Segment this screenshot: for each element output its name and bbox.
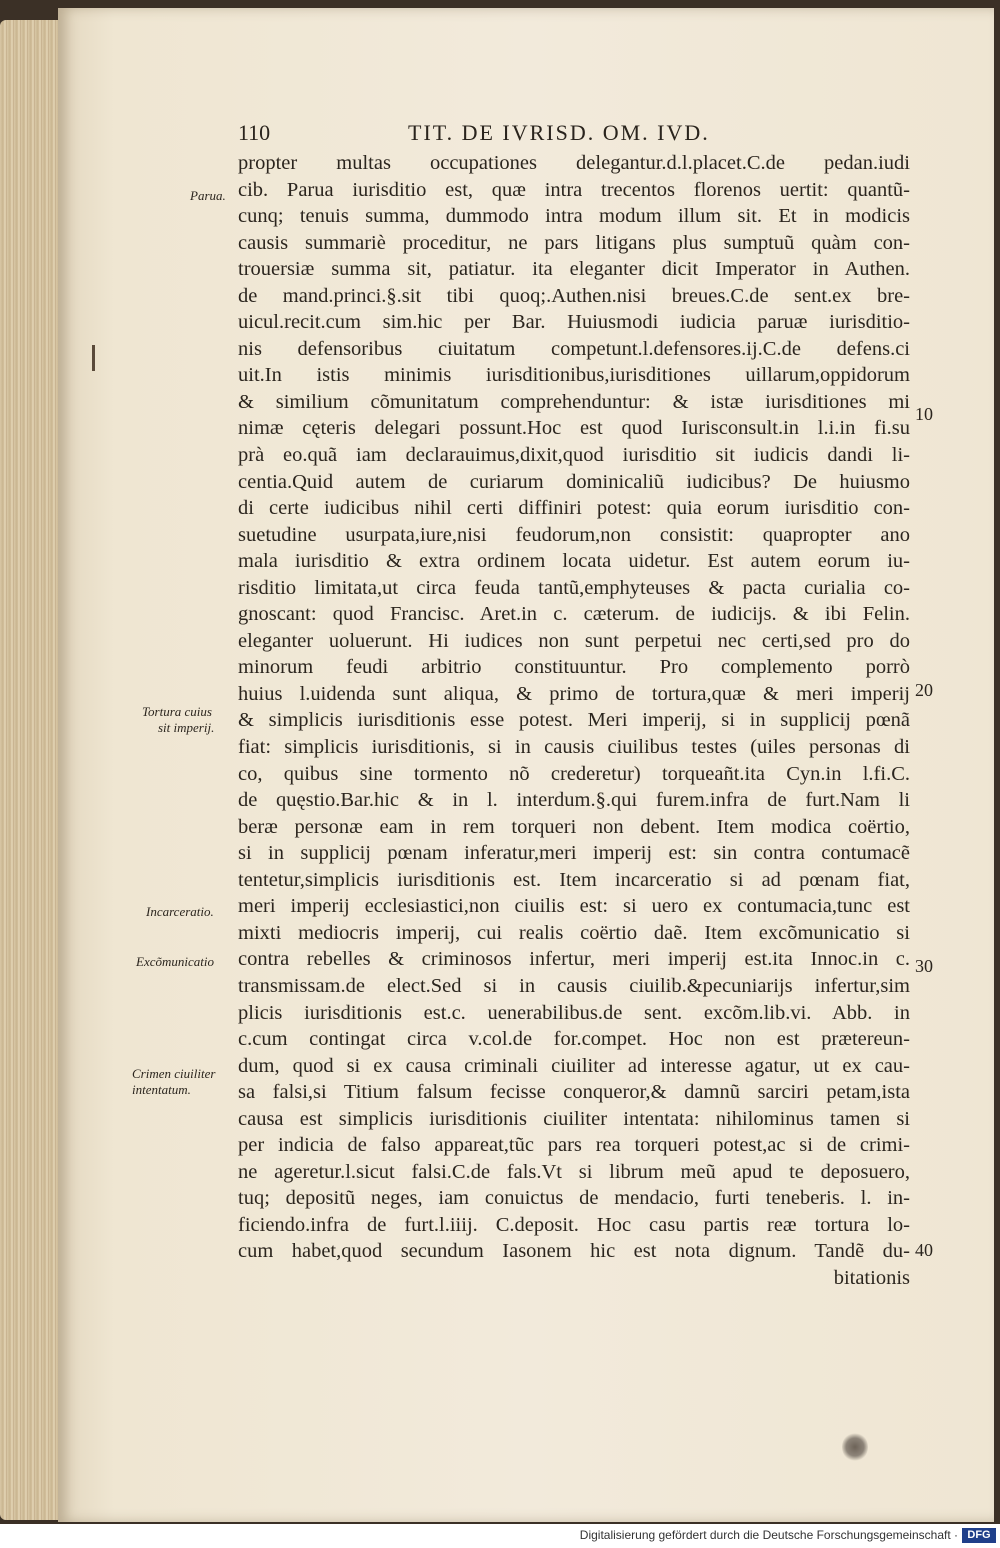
text-line: contra rebelles & criminosos infertur, meri imperij est.ita Innoc.in c. (238, 948, 910, 971)
paper-stain (842, 1432, 868, 1462)
text-line: uit.In istis minimis iurisditionibus,iurisditiones uillarum,oppidorum (238, 364, 910, 387)
text-line: tentetur,simplicis iurisditionis est. Item incarceratio si ad pœnam fiat, (238, 868, 910, 891)
text-line: c.cum contingat circa v.col.de for.compet. Hoc non est prætereun- (238, 1028, 910, 1051)
funding-notice: Digitalisierung gefördert durch die Deutsche Forschungsgemeinschaft · (579, 1528, 958, 1542)
text-line: uicul.recit.cum sim.hic per Bar. Huiusmodi iudicia paruæ iurisditio- (238, 311, 910, 334)
text-line: beræ personæ eam in rem torqueri non debent. Item modica coërtio, (238, 815, 910, 838)
text-line: propter multas occupationes delegantur.d.l.placet.C.de pedan.iudi (238, 152, 910, 174)
line-number-10: 10 (915, 404, 933, 424)
text-line: cib. Parua iurisditio est, quæ intra trecentos florenos uertit: quantũ- (238, 178, 910, 201)
text-line: sa falsi,si Titium falsum fecisse conqueror,& damnũ sarciri petam,ista (238, 1081, 910, 1104)
text-line: causa est simplicis iurisditionis ciuiliter intentata: nihilominus tamen si (238, 1107, 910, 1130)
text-line: risditio limitata,ut circa feuda tantũ,emphyteuses & pacta curialia co- (238, 576, 910, 599)
text-line: de quęstio.Bar.hic & in l. interdum.§.qui furem.infra de furt.Nam li (238, 789, 910, 812)
page-header (0, 120, 1000, 150)
text-line: cunq; tenuis summa, dummodo intra modum illum sit. Et in modicis (238, 205, 910, 228)
page-number: 110 (238, 120, 271, 145)
text-line: & simplicis iurisditionis esse potest. Meri imperij, si in supplicij pœnã (238, 709, 910, 732)
text-line: mixti mediocris imperij, cui realis coërtio daẽ. Item excõmunicatio si (238, 921, 910, 944)
margin-note-crimen (132, 1066, 215, 1098)
text-line: mala iurisditio & extra ordinem locata uidetur. Est autem eorum iu- (238, 550, 910, 573)
text-line: plicis iurisditionis est.c. uenerabilibus.de sent. excõm.lib.vi. Abb. in (238, 1001, 910, 1024)
text-line: co, quibus sine tormento nõ crederetur) torqueañt.ita Cyn.in l.fi.C. (238, 762, 910, 785)
text-line: si in supplicij pœnam inferatur,meri imperij est: sin contra contumacẽ (238, 842, 910, 865)
text-line: suetudine usurpata,iure,nisi feudorum,non consistit: quapropter ano (238, 523, 910, 546)
margin-note-line: Crimen ciuiliter (132, 1066, 216, 1081)
text-line: cum habet,quod secundum Iasonem hic est nota dignum. Tandẽ du- (238, 1240, 910, 1263)
text-line: minorum feudi arbitrio constituuntur. Pro complemento porrò (238, 656, 910, 679)
line-number-20: 20 (915, 680, 933, 700)
text-line: ne ageretur.l.sicut falsi.C.de fals.Vt si librum meũ apud te deposuero, (238, 1160, 910, 1183)
text-line: transmissam.de elect.Sed si in causis ciuilib.&pecuniarijs infertur,sim (238, 974, 910, 997)
text-line: & similium cõmunitatum comprehenduntur: & istæ iurisditiones mi (238, 390, 910, 413)
margin-note-incarceratio: Incarceratio. (146, 904, 214, 919)
margin-note-line: intentatum. (132, 1082, 191, 1097)
text-line: nimæ cęteris delegari possunt.Hoc est quod Iurisconsult.in l.i.in fi.su (238, 417, 910, 440)
text-line: huius l.uidenda sunt aliqua, & primo de tortura,quæ & meri imperij (238, 682, 910, 705)
margin-note-tortura (142, 704, 214, 736)
dfg-logo: DFG (962, 1528, 996, 1543)
text-line: causis summariè proceditur, ne pars litigans plus sumptuũ quàm con- (238, 231, 910, 254)
running-title: TIT. DE IVRISD. OM. IVD. (408, 120, 710, 145)
text-line: ficiendo.infra de furt.l.iiij. C.deposit. Hoc casu partis reæ tortura lo- (238, 1213, 910, 1236)
ink-mark (92, 345, 95, 371)
text-line: fiat: simplicis iurisditionis, si in causis ciuilibus testes (uiles personas di (238, 736, 910, 759)
line-number-40: 40 (915, 1240, 933, 1260)
text-line: centia.Quid autem de curiarum dominicaliũ iudicibus? De huiusmo (238, 470, 910, 493)
text-line: nis defensoribus ciuitatum competunt.l.defensores.ij.C.de defens.ci (238, 337, 910, 360)
text-line: di certe iudicibus nihil certi diffiniri potest: quia eorum iurisditio con- (238, 497, 910, 520)
margin-note-line: sit imperij. (158, 720, 215, 735)
text-line: bitationis (833, 1266, 910, 1289)
text-line: per indicia de falso appareat,tũc pars rea torqueri potest,ac si de crimi- (238, 1134, 910, 1157)
text-line: meri imperij ecclesiastici,non ciuilis est: si uero ex contumacia,tunc est (238, 895, 910, 918)
margin-note-excommunicatio: Excõmunicatio (136, 954, 214, 969)
footer-bar (0, 1524, 1000, 1548)
text-line: gnoscant: quod Francisc. Aret.in c. cæterum. de iudicijs. & ibi Felin. (238, 603, 910, 626)
margin-note-parua: Parua. (190, 188, 226, 203)
line-number-30: 30 (915, 956, 933, 976)
text-line: de mand.princi.§.sit tibi quoq;.Authen.nisi breues.C.de sent.ex bre- (238, 284, 910, 307)
main-text-column (238, 150, 910, 1292)
text-line: trouersiæ summa sit, patiatur. ita eleganter dicit Imperator in Authen. (238, 258, 910, 281)
text-line: prà eo.quã iam declarauimus,dixit,quod iurisditio sit iudicis dandi li- (238, 444, 910, 467)
text-line: eleganter uoluerunt. Hi iudices non sunt perpetui nec certi,sed pro do (238, 629, 910, 652)
margin-note-line: Tortura cuius (142, 704, 212, 719)
text-line: dum, quod si ex causa criminali ciuiliter ad interesse agatur, ut ex cau- (238, 1054, 910, 1077)
text-line: tuq; depositũ neges, iam conuictus de mendacio, furti teneberis. l. in- (238, 1187, 910, 1210)
